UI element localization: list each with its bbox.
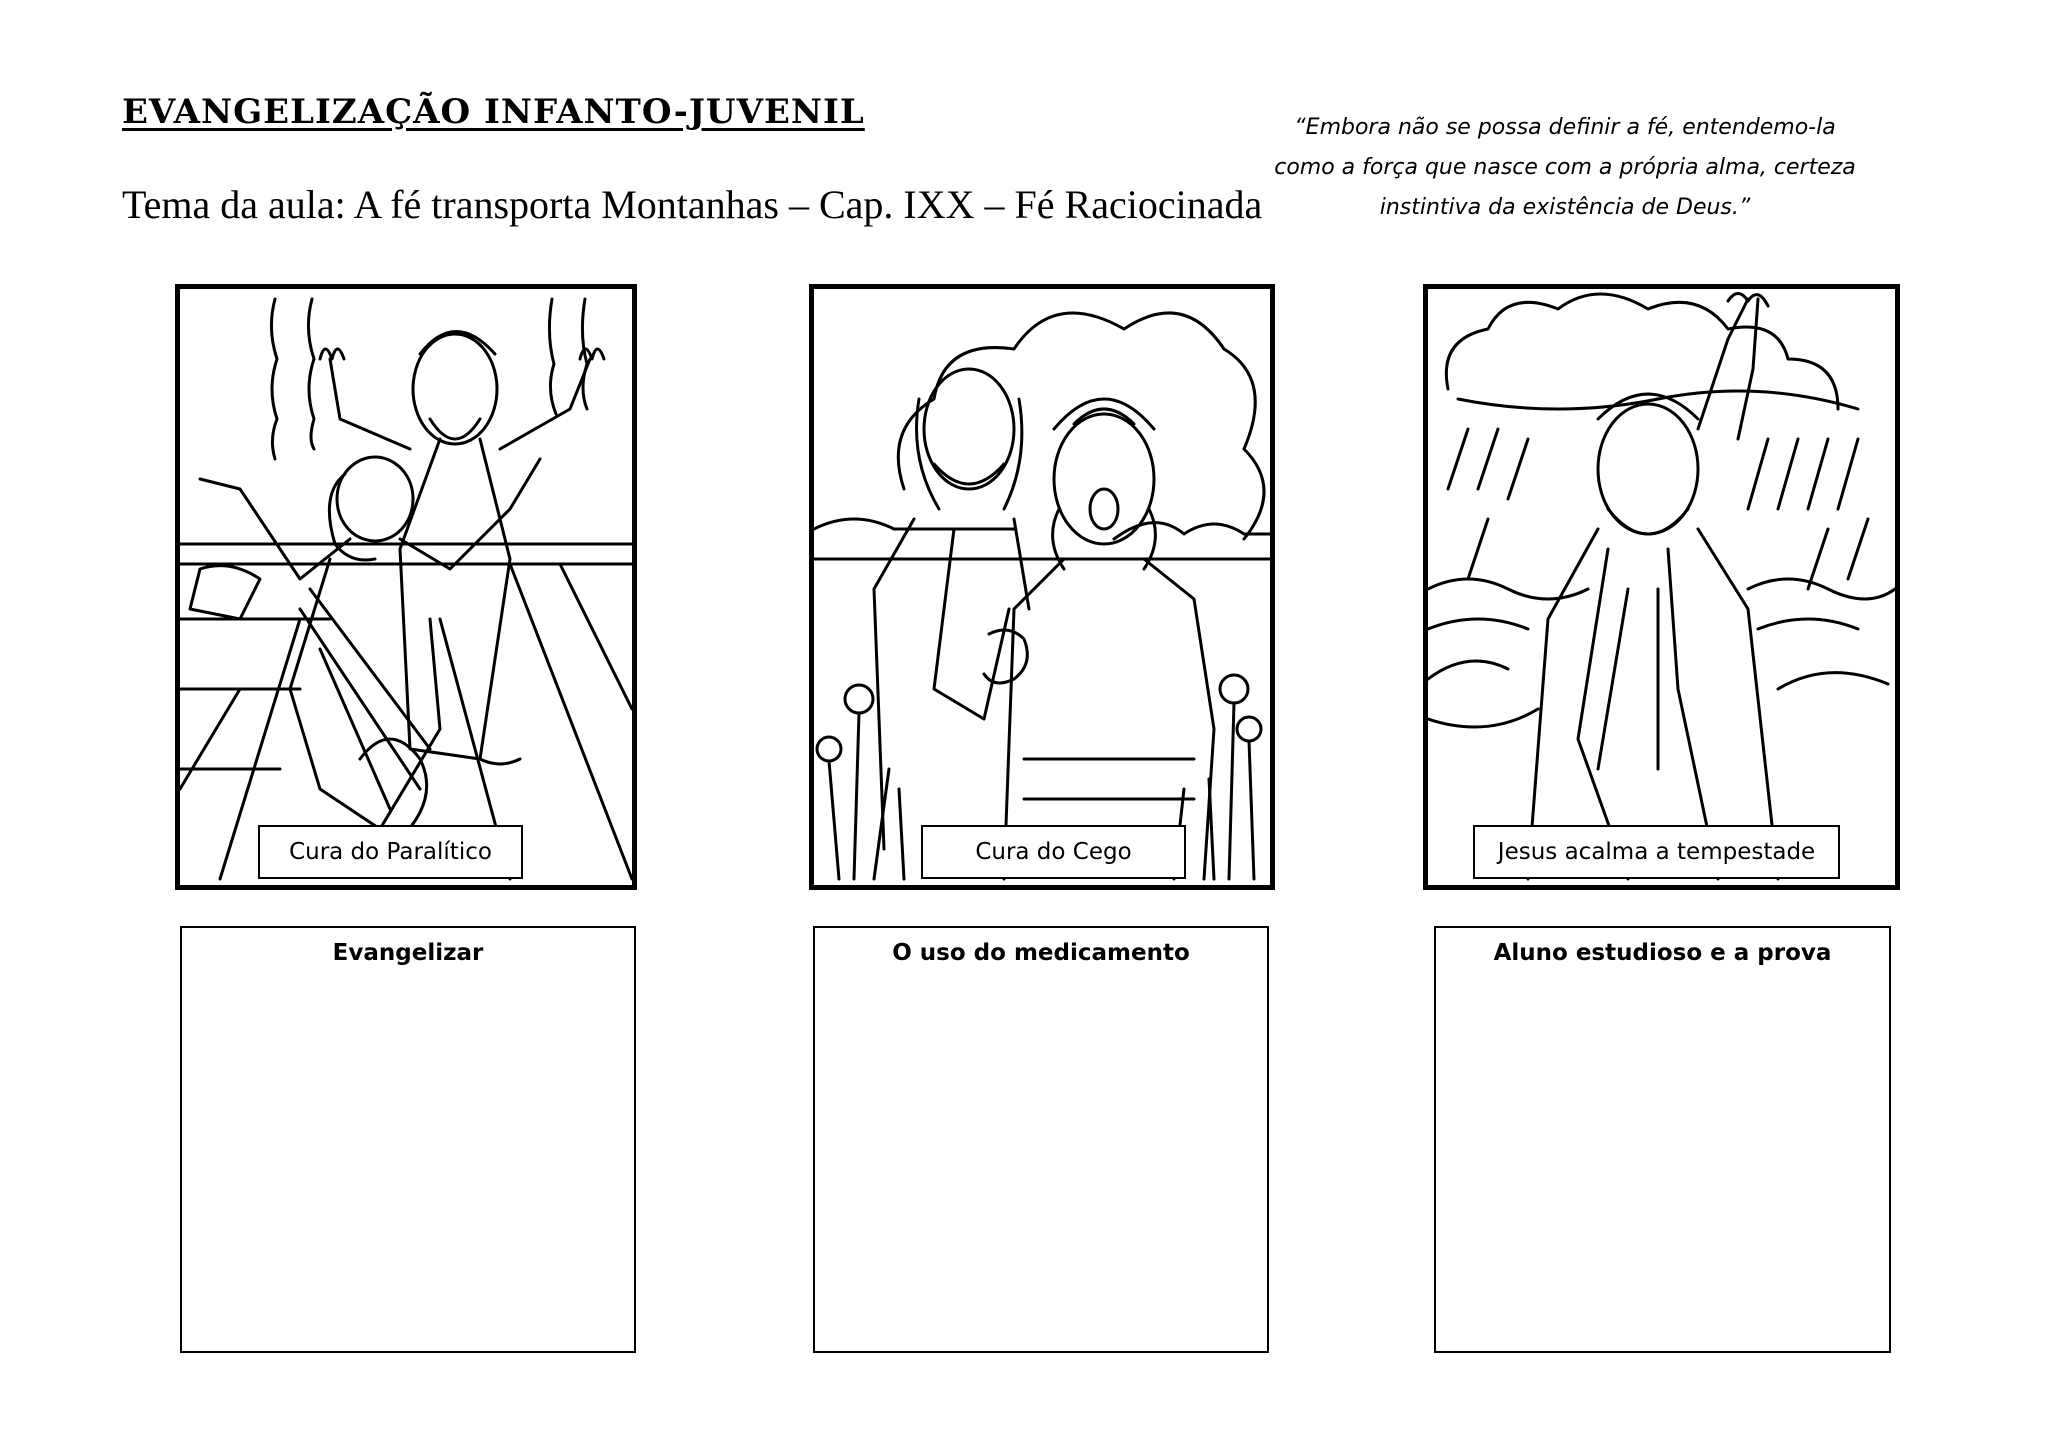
storm-calming-illustration bbox=[1428, 289, 1895, 885]
write-box-label: O uso do medicamento bbox=[892, 940, 1190, 966]
quote-line: como a força que nasce com a própria alma, certeza bbox=[1274, 155, 1856, 180]
quote-line: “Embora não se possa definir a fé, entendemo-la bbox=[1294, 115, 1836, 140]
write-box-evangelizar[interactable] bbox=[180, 926, 636, 1353]
paralytic-healing-illustration bbox=[180, 289, 632, 885]
blind-man-healing-illustration bbox=[814, 289, 1270, 885]
quote-block bbox=[1265, 108, 1865, 228]
panel-jesus-tempestade bbox=[1423, 284, 1900, 890]
panel-caption: Jesus acalma a tempestade bbox=[1473, 825, 1840, 879]
write-box-aluno-estudioso[interactable] bbox=[1434, 926, 1891, 1353]
write-box-medicamento[interactable] bbox=[813, 926, 1269, 1353]
lesson-theme: Tema da aula: A fé transporta Montanhas – Cap. IXX – Fé Raciocinada bbox=[122, 182, 1263, 227]
write-box-label: Aluno estudioso e a prova bbox=[1493, 940, 1832, 966]
panel-cura-paralitico bbox=[175, 284, 637, 890]
worksheet-title: EVANGELIZAÇÃO INFANTO-JUVENIL bbox=[122, 92, 865, 132]
panel-caption: Cura do Cego bbox=[921, 825, 1186, 879]
panel-cura-cego bbox=[809, 284, 1275, 890]
panel-caption: Cura do Paralítico bbox=[258, 825, 523, 879]
quote-line: instintiva da existência de Deus.” bbox=[1379, 195, 1751, 220]
write-box-label: Evangelizar bbox=[332, 940, 484, 966]
